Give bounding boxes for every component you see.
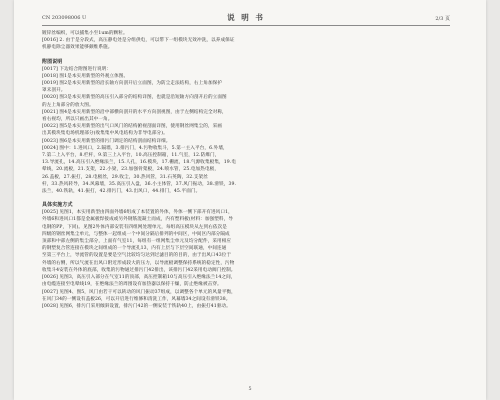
text-line: 罩未剖开。 xyxy=(42,88,66,94)
text-line: 至第三平台上，导流管的设置是要是空气比较均匀达到过滤目的的目的，由于出风口43位于 xyxy=(42,253,232,259)
text-line: 看右视均，所以只画出其中一角。 xyxy=(42,117,113,123)
text-line: 法兰，40.铁轨，41.振打，42.排污门，43.出风口，44.排门，45.平面门。 xyxy=(42,189,201,195)
text-line: 机静电除尘器效果能够颇维系施。 xyxy=(42,45,113,51)
text-line: [0018] 图1是本实用新型的外观立体图。 xyxy=(42,73,129,79)
document-page xyxy=(14,0,486,400)
text-line: [0019] 图2是本实用新型的沿长轴方向剖开后立面图，为防尘走法结构，右上角加保护 xyxy=(42,81,223,87)
implementation-block xyxy=(42,209,450,310)
page-indicator: 2/3 页 xyxy=(435,16,450,22)
text-line: [0022] 图5是本实用新型的出气口风门的结构俯视剖面详图，使用钢丝网集尘的，采画 xyxy=(42,124,223,130)
text-line: 顶部和中部左侧的集尘部分，上面有气室11，每组有一组网集尘单元及均分配件，采用相应 xyxy=(42,239,232,245)
text-line: 26.盖板，27.振打，28.电极丝，29.收尘，30.热风管，31.石英陶，32.支架丝 xyxy=(42,174,208,180)
text-line: [0020] 图3是本实用新型的高压引入部分的结构详图，也就是沿短轴方向剖开后的立面图 xyxy=(42,95,227,101)
text-line: 13.导流孔，14.高压引入绝缘法兰，15.人孔，16.模块，17.栅流，18.气源收集板集，19.电 xyxy=(42,160,237,166)
page-number: 5 xyxy=(248,387,252,392)
text-line: 7.第二上入平台，8.栏杆，9.第三上入平台，10.高压控制箱，11.气室，12.防爆门， xyxy=(42,153,220,159)
document-body xyxy=(42,30,450,310)
page-header xyxy=(42,6,450,26)
text-line: 外墙6和进风口1都是金属板焊接成或另外钢筋混凝土而成，内有塑料板(材料：加强塑料，导 xyxy=(42,217,233,223)
text-line: 的钢塑复合管连接在模块之间组成的一个导流孔13，内有上层与下层空间联通，中间连通 xyxy=(42,246,227,252)
text-line: 外墙的右侧，所以气流在出风口附近形成较大的压力，以导流板调整保持系统的稳定性，污物 xyxy=(42,260,235,266)
text-line: 电钢的PP，下同)。见图2外体内部安装有四组网处理单元，每组高压模块从左到右依次是 xyxy=(42,224,227,230)
text-line: 晕线，20.流板，21.支架，22.小梁，23.加强骨架板，24.喷水管，25.电加热电极， xyxy=(42,167,220,173)
text-line: [0024] 图中：1.进风口，2.隔墙，3.排污门，4.污物收集斗，5.第一主入平台，6.外墙， xyxy=(42,145,228,151)
document-title: 说 明 书 xyxy=(227,13,265,22)
text-line: [0017] 下边结合附图进行说明： xyxy=(42,66,112,72)
text-line: 镀锌丝编织，可以捕集小至1um的颗粒。 xyxy=(42,31,128,36)
text-line: [0026] 见图3，高压引入部分在气室11的顶部，高压控制箱10与高压引入绝缘法兰14之间， xyxy=(42,275,236,281)
implementation-section-title: 具体实施方式 xyxy=(42,202,73,209)
text-line: [0027] 见图4、图5，风门由若干可以转动的风门振动37组成，以调整各个单元的风量平衡， xyxy=(42,289,236,295)
text-line: 在风门34的一侧设有盖板26，可以开启进行维修和清洗工作，风幕墙34之间设有滑铁38。 xyxy=(42,296,231,302)
intro-block xyxy=(42,30,450,52)
text-line: [0023] 图6是本实用新型的排污门调定的结构剖面结构详细。 xyxy=(42,138,171,144)
text-line: 收集斗4安装在外体的底部，收集的污物通过排污门42排出，该排污门42采用电动阀门控制。 xyxy=(42,267,236,273)
text-line: [0016] 2. 由于是分段式，高压静电处是分组供电，可以带下一组模块无效冲洗，以养成保证 xyxy=(42,38,235,44)
text-line: 杆，33.热风转导，34.风幕墙，35.高压引入盘，36.小主体管，37.风门振动，38.滑铁，39. xyxy=(42,181,237,187)
figure-description-block xyxy=(42,66,450,196)
publication-number: CN 203098006 U xyxy=(42,15,87,21)
text-line: [0028] 见图6，排污门采用倾斜设置，排污门42的一侧安装于铁轨40上，由振打41驱动。 xyxy=(42,303,231,309)
text-line: 的左上角部分的放大图。 xyxy=(42,102,94,108)
text-line: 由电缆连接至电晕线19，在绝缘法兰的周围设有加热器以保持干燥，防止绝缘被击穿。 xyxy=(42,282,222,288)
text-line: [0025] 见图1，本实用新型由四面外墙6组成了本装置的外体，外体一侧下部开有进风口1， xyxy=(42,210,233,216)
text-line: [0021] 图4是本实用新型的沿中部横向剖开的水平方向剖视图，由于左侧结构完全对称， xyxy=(42,109,227,115)
figure-section-title: 附图说明 xyxy=(42,58,63,65)
text-line: 四级的钢丝网集尘单元，与整体一起组成一个中间分隔后排列的中间区，中间区内部分隔成 xyxy=(42,231,230,237)
text-line: 出其模块集电场机理部分(收集集中风电结构为非导电部分)。 xyxy=(42,131,168,137)
